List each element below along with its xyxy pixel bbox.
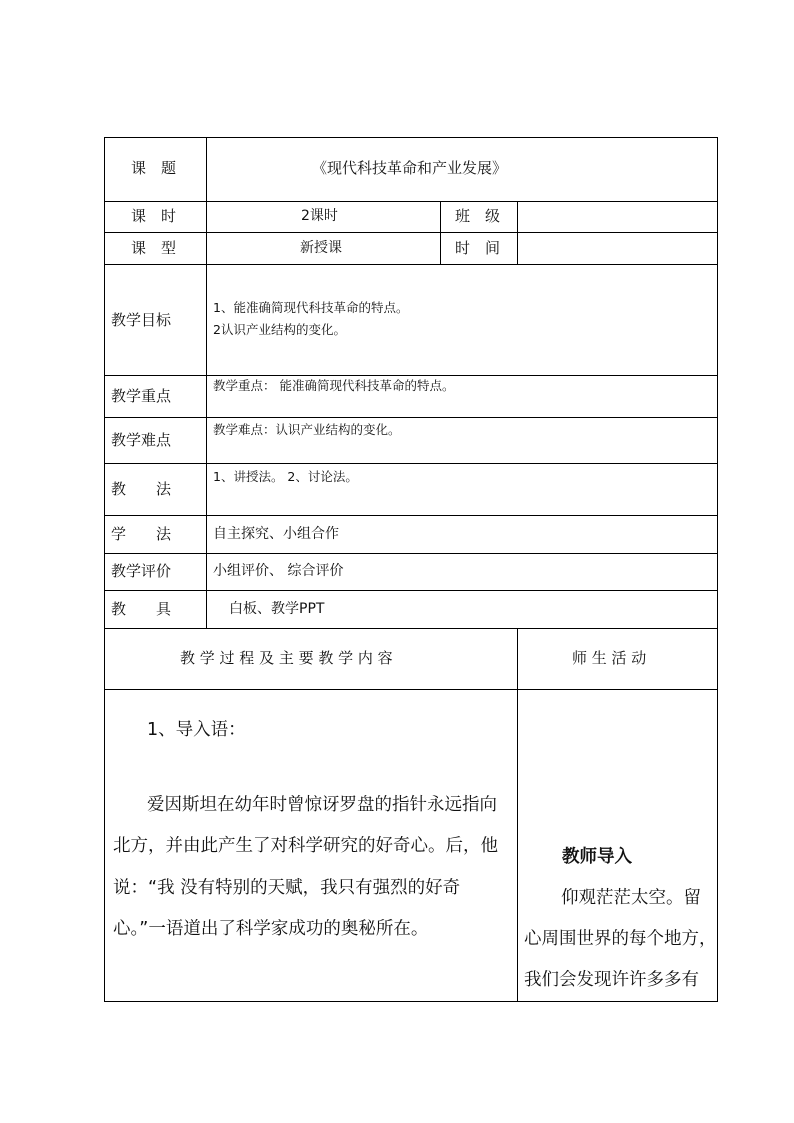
process-column-divider	[517, 628, 518, 1001]
hours-label: 课 时	[131, 207, 177, 225]
row-divider	[104, 201, 718, 202]
label-column-divider	[206, 137, 207, 628]
difficulty-value: 教学难点：认识产业结构的变化。	[213, 422, 401, 437]
row-divider	[104, 515, 718, 516]
key-point-value: 教学重点： 能准确简现代科技革命的特点。	[213, 378, 455, 393]
column-divider	[440, 201, 441, 264]
row-divider	[104, 689, 718, 690]
learning-method-label: 学 法	[111, 525, 172, 543]
row-divider	[104, 264, 718, 265]
row-divider	[104, 232, 718, 233]
goals-label: 教学目标	[111, 311, 172, 329]
time-label: 时 间	[455, 239, 501, 257]
evaluation-label: 教学评价	[111, 562, 172, 580]
table-border-right	[717, 137, 718, 1002]
section-title: 1、导入语：	[147, 720, 246, 740]
class-label: 班 级	[455, 207, 501, 225]
table-border-top	[104, 137, 718, 138]
row-divider	[104, 375, 718, 376]
tools-label: 教 具	[111, 600, 172, 618]
type-label: 课 型	[131, 239, 177, 257]
process-header-left: 教 学 过 程 及 主 要 教 学 内 容	[180, 649, 393, 667]
paragraph-line: 北方，并由此产生了对科学研究的好奇心。后，他	[113, 836, 498, 856]
row-divider	[104, 417, 718, 418]
difficulty-label: 教学难点	[111, 431, 172, 449]
teacher-activity-line: 我们会发现许许多多有	[524, 970, 699, 990]
goals-line: 1、能准确简现代科技革命的特点。	[213, 300, 409, 315]
paragraph-line: 说：“我 没有特别的天赋，我只有强烈的好奇	[113, 878, 461, 898]
row-divider	[104, 553, 718, 554]
paragraph-line: 心。”一语道出了科学家成功的奥秘所在。	[113, 919, 429, 939]
teacher-activity-line: 仰观茫茫太空。留	[561, 888, 701, 908]
teaching-method-value: 1、讲授法。 2、讨论法。	[213, 469, 358, 484]
row-divider	[104, 463, 718, 464]
column-divider	[517, 201, 518, 264]
type-value: 新授课	[300, 240, 342, 256]
key-point-label: 教学重点	[111, 387, 172, 405]
evaluation-value: 小组评价、 综合评价	[213, 563, 344, 579]
teacher-activity-title: 教师导入	[562, 847, 632, 867]
topic-label: 课 题	[131, 159, 177, 177]
process-header-right: 师 生 活 动	[572, 649, 647, 667]
goals-line: 2认识产业结构的变化。	[213, 322, 346, 337]
tools-value: 白板、教学PPT	[229, 601, 325, 617]
row-divider	[104, 590, 718, 591]
paragraph-line: 爱因斯坦在幼年时曾惊讶罗盘的指针永远指向	[147, 795, 497, 815]
topic-value: 《现代科技革命和产业发展》	[312, 159, 508, 177]
teaching-method-label: 教 法	[111, 480, 172, 498]
table-border-bottom	[104, 1001, 718, 1002]
teacher-activity-line: 心周围世界的每个地方，	[524, 929, 717, 949]
table-border-left	[104, 137, 105, 1002]
row-divider	[104, 628, 718, 629]
learning-method-value: 自主探究、小组合作	[213, 526, 339, 542]
hours-value: 2课时	[301, 208, 338, 224]
